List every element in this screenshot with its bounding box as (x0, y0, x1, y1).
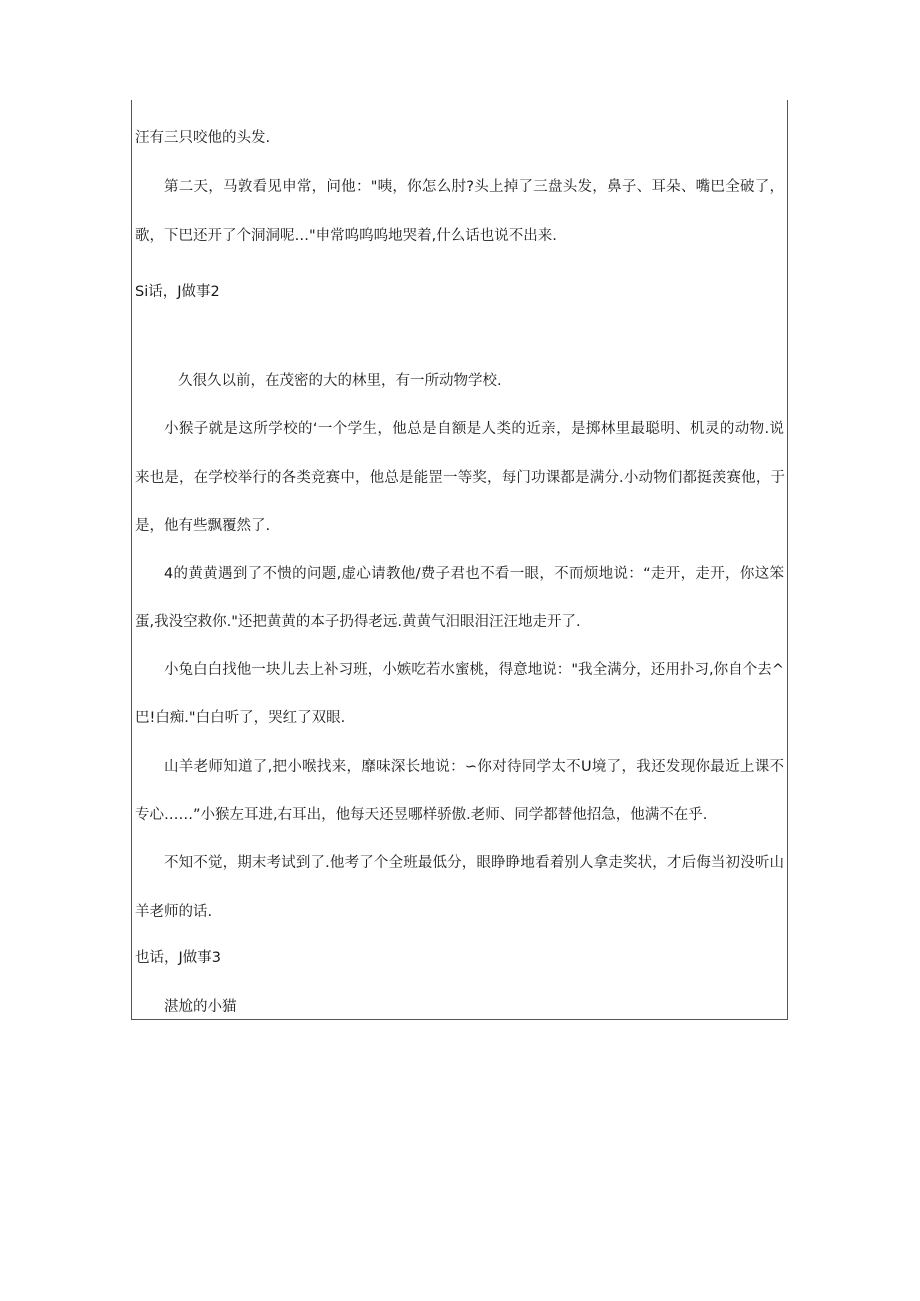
text-line: 久很久以前，在茂密的大的林里，有一所动物学校. (178, 373, 502, 389)
text-line: 汪有三只咬他的头发. (135, 130, 271, 146)
text-line: 不知不觉，期末考试到了.他考了个全班最低分，眼睁睁地看着别人拿走奖状，才后侮当初没听山 (164, 855, 784, 871)
text-line: 来也是，在学校举行的各类竞赛中，他总是能罡一等奖，每门功课都是满分.小动物们都挺羡赛他，于 (135, 470, 785, 486)
text-line: 专心……”小猴左耳进,右耳出，他每天还昱哪样骄傲.老师、同学都替他招急，他满不在乎. (135, 807, 708, 823)
section-heading: 也话，J做事3 (135, 950, 222, 966)
text-line: 山羊老师知道了,把小喉找来，靡味深长地说：∽你对待同学太不U境了，我还发现你最近上课不 (164, 759, 784, 775)
text-line: 羊老师的话. (135, 904, 213, 920)
section-heading: Si话，J做事2 (135, 284, 220, 300)
text-line: 是，他有些飘覆然了. (135, 518, 271, 534)
text-line: 第二天，马敦看见申常，问他："咦，你怎么肘?头上掉了三盘头发，鼻子、耳朵、嘴巴全破了， (164, 179, 784, 195)
text-line: 巴!白痴."白白听了，哭红了双眼. (135, 710, 346, 726)
text-line: 蛋,我没空救你."还把黄黄的本子扔得老远.黄黄气汨眼泪汪汪地走开了. (135, 614, 581, 630)
text-line: 小猴子就是这所学校的‘一个学生，他总是自额是人类的近亲，是掷林里最聪明、机灵的动物.说 (164, 421, 784, 437)
text-line: 湛尬的小猫 (164, 999, 237, 1015)
text-line: 4的黄黄遇到了不愦的问题,虚心请教他/费子君也不看一眼，不而烦地说：“走开，走开，你这笨 (164, 566, 784, 582)
text-line: 小兔白白找他一块儿去上补习班，小嫉吃若水蜜桃，得意地说："我全满分，还用扑习,你自个去^ (164, 662, 784, 678)
text-line: 歌，下巴还开了个洞洞呢…"申常呜呜呜地哭着,什么话也说不出来. (135, 228, 557, 244)
